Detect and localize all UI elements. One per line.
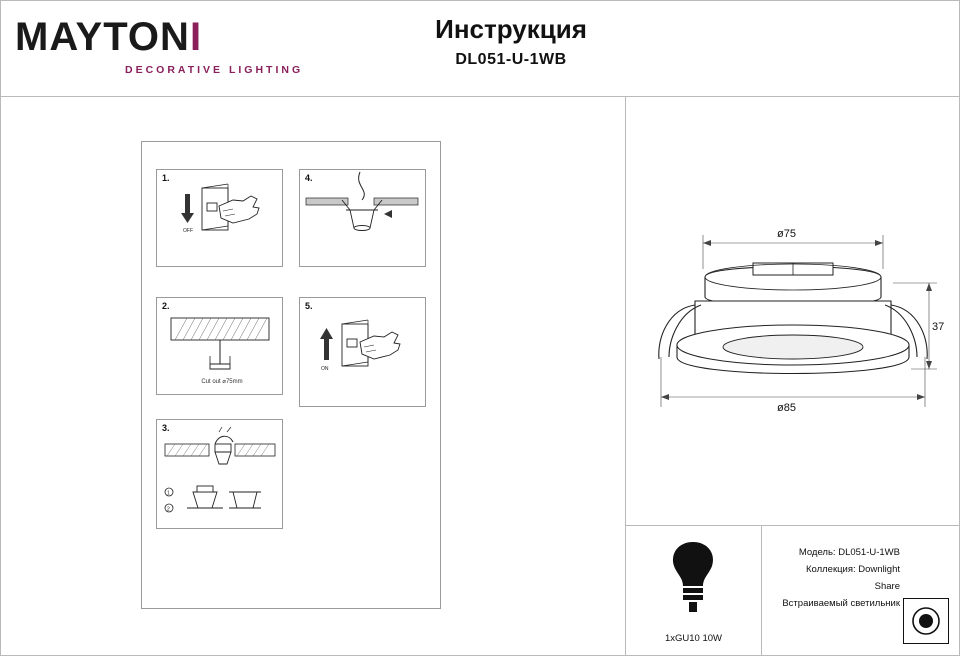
product-info-lines [770, 544, 900, 612]
bulb-icon [626, 526, 761, 636]
step-5 [299, 297, 426, 407]
collection-row [770, 561, 900, 578]
step-3-number: 3. [162, 423, 170, 433]
collection-label: Коллекция: [805, 564, 856, 575]
step-1-number: 1. [162, 173, 170, 183]
brand-logo [15, 15, 315, 76]
dimension-height-label: 37 [932, 321, 945, 333]
step-2-cutout-label: Cut out ⌀75mm [201, 379, 243, 385]
lamp-spec-label: 1xGU10 10W [664, 633, 723, 644]
type-row [770, 595, 900, 612]
series-row [770, 578, 900, 595]
technical-drawing [635, 197, 951, 427]
brand-name [15, 15, 315, 59]
svg-text:ON: ON [321, 366, 329, 372]
lamp-spec-box [626, 526, 761, 656]
model-label: Модель: [798, 547, 836, 558]
step-4 [299, 169, 426, 267]
document-title-block [331, 13, 691, 69]
step-2-number: 2. [162, 301, 170, 311]
technical-drawing-svg [635, 197, 951, 427]
step-1 [156, 169, 283, 267]
page-subtitle: DL051-U-1WB [455, 51, 567, 68]
product-symbol-badge [903, 598, 949, 644]
brand-tagline: DECORATIVE LIGHTING [125, 64, 304, 76]
model-value: DL051-U-1WB [838, 547, 900, 558]
dimension-bottom-label: ø85 [777, 402, 796, 414]
brand-name-accent: I [189, 15, 203, 59]
step-2 [156, 297, 283, 395]
page-title: Инструкция [435, 14, 587, 44]
brand-name-text: MAYTON [15, 15, 190, 59]
collection-value: Downlight [858, 564, 900, 575]
step-1-illustration [157, 170, 282, 266]
step-4-number: 4. [305, 173, 313, 183]
step-3 [156, 419, 283, 529]
step-4-illustration [300, 170, 425, 266]
series-value: Share [874, 581, 900, 592]
type-value: Встраиваемый светильник [782, 598, 900, 609]
svg-text:1: 1 [167, 490, 170, 497]
svg-text:2: 2 [167, 506, 170, 513]
document-header [1, 1, 959, 97]
dimension-top-label: ø75 [777, 228, 796, 240]
step-3-illustration [157, 420, 282, 528]
downlight-symbol-icon [904, 599, 948, 643]
model-row [770, 544, 900, 561]
step-5-number: 5. [305, 301, 313, 311]
step-5-illustration [300, 298, 425, 406]
svg-text:OFF: OFF [183, 228, 193, 234]
product-info-box [762, 526, 959, 656]
